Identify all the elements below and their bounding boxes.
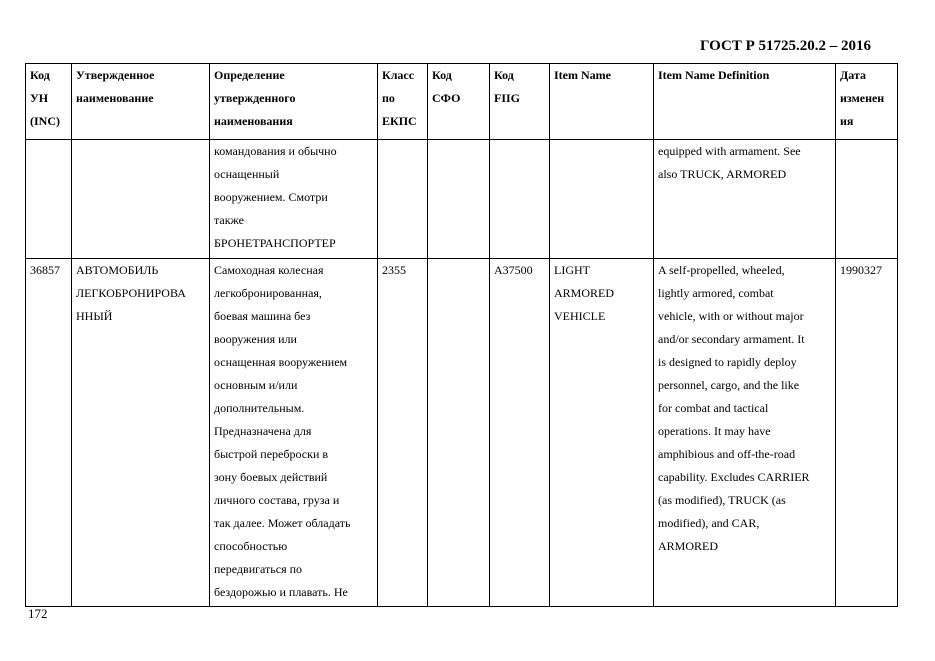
header-name-definition: Определение утвержденного наименования — [210, 64, 378, 140]
table-header-row — [26, 64, 898, 140]
cell-change-date — [836, 140, 898, 259]
cell-sfo-code — [428, 259, 490, 607]
table-row — [26, 140, 898, 259]
cell-approved-name — [72, 140, 210, 259]
cell-fiig-code: A37500 — [490, 259, 550, 607]
header-change-date: Дата изменен ия — [836, 64, 898, 140]
header-approved-name: Утвержденное наименование — [72, 64, 210, 140]
cell-item-name: LIGHT ARMORED VEHICLE — [550, 259, 654, 607]
cell-ekps-class — [378, 140, 428, 259]
cell-approved-name: АВТОМОБИЛЬ ЛЕГКОБРОНИРОВА ННЫЙ — [72, 259, 210, 607]
header-sfo-code: Код СФО — [428, 64, 490, 140]
header-inc-code: Код УН (INC) — [26, 64, 72, 140]
cell-ekps-class: 2355 — [378, 259, 428, 607]
cell-inc-code: 36857 — [26, 259, 72, 607]
table-row — [26, 259, 898, 607]
cell-name-definition: командования и обычно оснащенный вооружением. Смотри также БРОНЕТРАНСПОРТЕР — [210, 140, 378, 259]
cell-inc-code — [26, 140, 72, 259]
cell-item-name-definition: equipped with armament. See also TRUCK, ARMORED — [654, 140, 836, 259]
document-standard-number: ГОСТ Р 51725.20.2 – 2016 — [700, 38, 872, 54]
cell-sfo-code — [428, 140, 490, 259]
header-item-name: Item Name — [550, 64, 654, 140]
header-item-name-definition: Item Name Definition — [654, 64, 836, 140]
header-fiig-code: Код FIIG — [490, 64, 550, 140]
header-ekps-class: Класс по ЕКПС — [378, 64, 428, 140]
cell-fiig-code — [490, 140, 550, 259]
cell-item-name — [550, 140, 654, 259]
cell-item-name-definition: A self-propelled, wheeled, lightly armored, combat vehicle, with or without major and/or secondary armament. It is designed to rapidly deploy personnel, cargo, and the like for combat and tactical operations. It may have amphibious and off-the-road capability. Excludes CARRIER (as modified), TRUCK (as modified), and CAR, ARMORED — [654, 259, 836, 607]
item-name-table — [25, 63, 898, 607]
page-number: 172 — [28, 606, 48, 621]
cell-change-date: 1990327 — [836, 259, 898, 607]
cell-name-definition: Самоходная колесная легкобронированная, боевая машина без вооружения или оснащенная вооружением основным и/или дополнительным. Предназначена для быстрой переброски в зону боевых действий личного состава, груза и так далее. Может обладать способностью передвигаться по бездорожью и плавать. Не — [210, 259, 378, 607]
